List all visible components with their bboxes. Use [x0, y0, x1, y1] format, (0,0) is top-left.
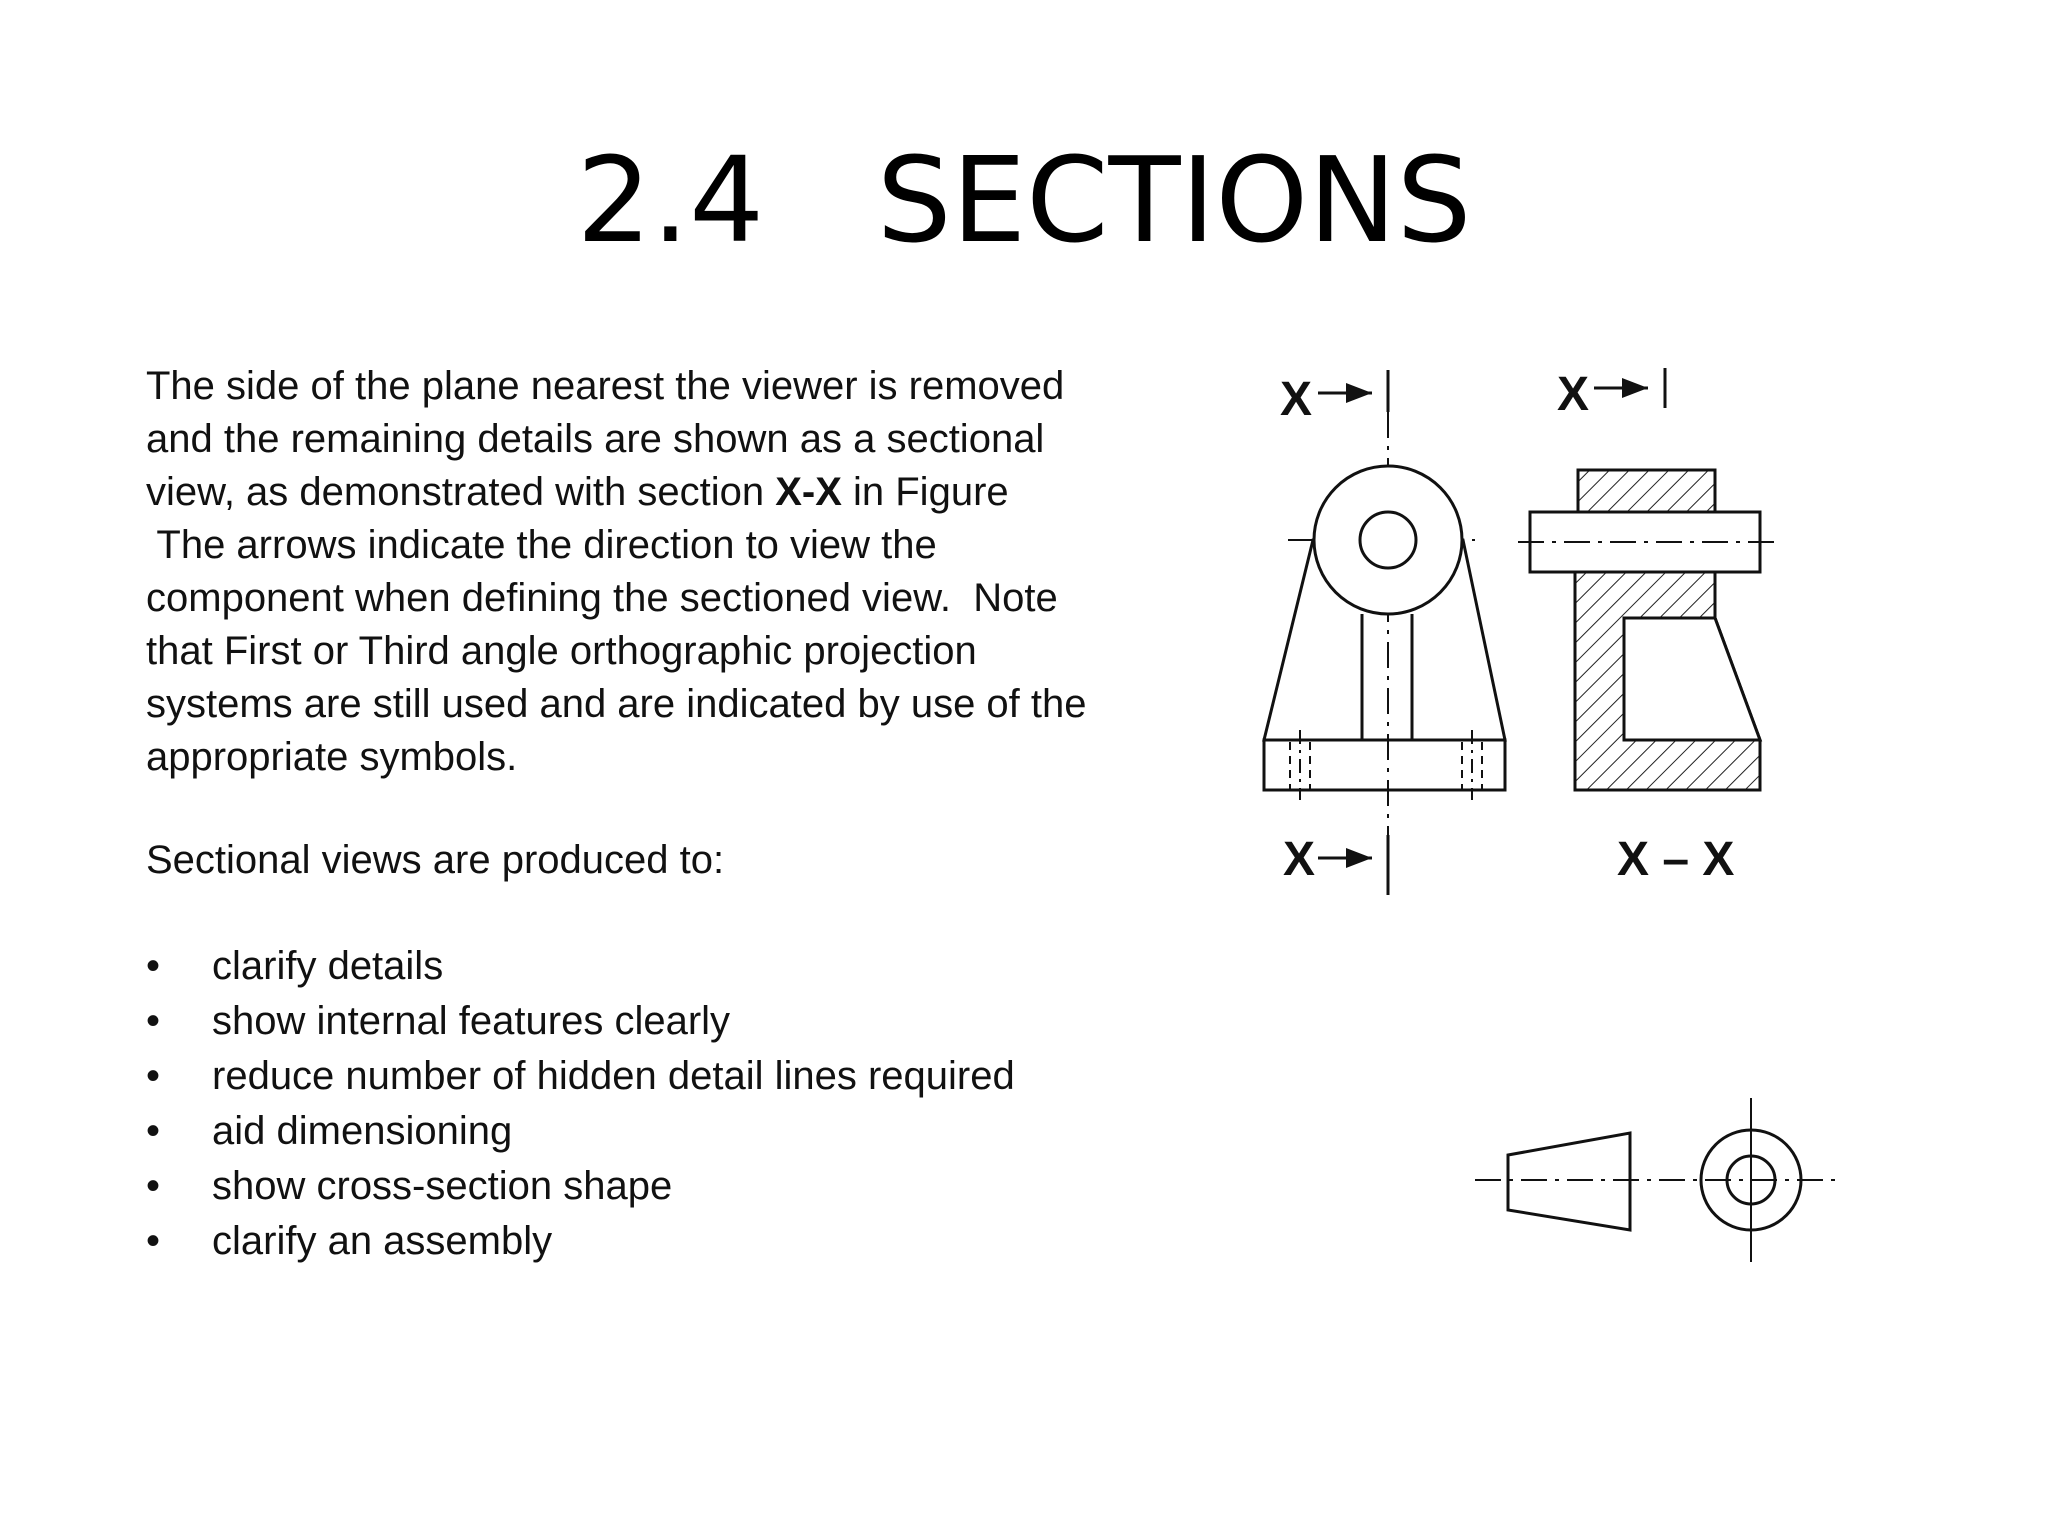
- list-item: • aid dimensioning: [146, 1104, 1186, 1159]
- projection-symbol-icon: [1475, 1098, 1840, 1262]
- hidden-bolt-holes: [1290, 742, 1482, 790]
- boss-outer-circle: [1314, 466, 1462, 614]
- section-cavity: [1624, 618, 1760, 740]
- paragraph-line-1: The side of the plane nearest the viewer is removed: [146, 364, 1065, 408]
- paragraph-line-5: component when defining the sectioned view. Note: [146, 576, 1058, 620]
- truncated-cone-view: [1508, 1133, 1630, 1230]
- bullet-icon: •: [146, 1109, 161, 1153]
- section-number: 2.4: [576, 131, 765, 269]
- paragraph-line-4: The arrows indicate the direction to view the: [146, 523, 937, 567]
- paragraph-line-2: and the remaining details are shown as a sectional: [146, 417, 1045, 461]
- list-item: • reduce number of hidden detail lines required: [146, 1049, 1186, 1104]
- paragraph-line-3a: view, as demonstrated with section: [146, 470, 776, 514]
- section-reference: X-X: [775, 470, 842, 514]
- section-x-x-label: X – X: [1617, 833, 1735, 886]
- paragraph-line-7: systems are still used and are indicated by use of the: [146, 682, 1087, 726]
- list-item: • clarify an assembly: [146, 1214, 1186, 1269]
- list-item: • show internal features clearly: [146, 994, 1186, 1049]
- bullet-icon: •: [146, 944, 161, 988]
- list-item: • show cross-section shape: [146, 1159, 1186, 1214]
- bullet-icon: •: [146, 999, 161, 1043]
- bullet-icon: •: [146, 1164, 161, 1208]
- top-left-x-label: X: [1280, 373, 1313, 426]
- section-title: SECTIONS: [876, 131, 1472, 269]
- top-right-arrow-icon: [1594, 368, 1665, 408]
- bottom-left-x-label: X: [1283, 833, 1316, 886]
- paragraph-line-8: appropriate symbols.: [146, 735, 518, 779]
- top-right-x-label: X: [1557, 368, 1590, 421]
- sectioned-view-drawing: [1518, 368, 1775, 886]
- list-intro: Sectional views are produced to:: [146, 838, 725, 882]
- paragraph-line-6: that First or Third angle orthographic projection: [146, 629, 977, 673]
- front-view-drawing: [1264, 370, 1505, 895]
- paragraph-line-3b: in Figure: [841, 470, 1009, 514]
- bullet-icon: •: [146, 1219, 161, 1263]
- list-item: • clarify details: [146, 939, 1186, 994]
- bullet-icon: •: [146, 1054, 161, 1098]
- bottom-left-arrow-icon: [1318, 835, 1388, 895]
- top-left-arrow-icon: [1318, 370, 1388, 412]
